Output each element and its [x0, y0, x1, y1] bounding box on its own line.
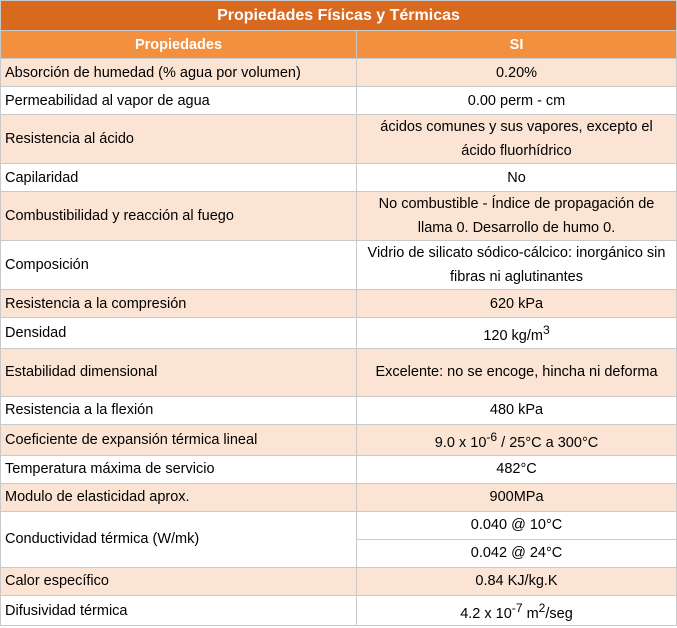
table-row — [1, 59, 677, 87]
table-row — [1, 164, 677, 192]
table-row — [1, 115, 677, 164]
property-name: Resistencia a la flexión — [1, 396, 357, 424]
property-value: 0.042 @ 24°C — [357, 539, 677, 567]
table-row — [1, 511, 677, 539]
table-row — [1, 396, 677, 424]
value-rest: / 25°C a 300°C — [497, 434, 599, 451]
property-value — [357, 318, 677, 349]
property-value: 0.84 KJ/kg.K — [357, 567, 677, 595]
value-superscript: 2 — [538, 600, 546, 615]
property-name: Calor específico — [1, 567, 357, 595]
header-si: SI — [357, 31, 677, 59]
property-value: No combustible - Índice de propagación de llama 0. Desarrollo de humo 0. — [357, 192, 677, 241]
table-row — [1, 424, 677, 455]
property-name: Modulo de elasticidad aprox. — [1, 483, 357, 511]
property-name: Estabilidad dimensional — [1, 348, 357, 396]
value-superscript: 3 — [542, 323, 550, 337]
property-name: Absorción de humedad (% agua por volumen) — [1, 59, 357, 87]
property-value — [357, 595, 677, 626]
table-row — [1, 483, 677, 511]
property-name: Resistencia a la compresión — [1, 290, 357, 318]
table-row — [1, 318, 677, 349]
value-base: 4.2 x 10 — [460, 605, 512, 622]
property-value — [357, 424, 677, 455]
table-row — [1, 87, 677, 115]
property-value: No — [357, 164, 677, 192]
value-superscript: -6 — [486, 429, 498, 444]
value-base: 9.0 x 10 — [434, 434, 487, 451]
property-name: Conductividad térmica (W/mk) — [1, 511, 357, 567]
property-value: Excelente: no se encoge, hincha ni deforma — [357, 348, 677, 396]
value-base: 120 kg/m — [483, 327, 543, 344]
property-value: 0.00 perm - cm — [357, 87, 677, 115]
property-name: Capilaridad — [1, 164, 357, 192]
property-name: Composición — [1, 241, 357, 290]
table-row — [1, 192, 677, 241]
value-rest: /seg — [545, 605, 573, 622]
value-superscript: -7 — [511, 600, 523, 615]
table-row — [1, 595, 677, 626]
property-name: Temperatura máxima de servicio — [1, 455, 357, 483]
property-name: Densidad — [1, 318, 357, 349]
property-value: 900MPa — [357, 483, 677, 511]
table-row — [1, 348, 677, 396]
property-name: Coeficiente de expansión térmica lineal — [1, 424, 357, 455]
property-name: Difusividad térmica — [1, 595, 357, 626]
property-value: 620 kPa — [357, 290, 677, 318]
property-value: ácidos comunes y sus vapores, excepto el ácido fluorhídrico — [357, 115, 677, 164]
property-value: 482°C — [357, 455, 677, 483]
table-row — [1, 455, 677, 483]
property-value: Vidrio de silicato sódico-cálcico: inorgánico sin fibras ni aglutinantes — [357, 241, 677, 290]
table-row — [1, 241, 677, 290]
table-row — [1, 290, 677, 318]
header-propiedades: Propiedades — [1, 31, 357, 59]
table-title: Propiedades Físicas y Térmicas — [1, 1, 677, 31]
value-mid: m — [522, 605, 539, 622]
property-name: Permeabilidad al vapor de agua — [1, 87, 357, 115]
property-value: 0.040 @ 10°C — [357, 511, 677, 539]
property-name: Resistencia al ácido — [1, 115, 357, 164]
property-value: 480 kPa — [357, 396, 677, 424]
property-value: 0.20% — [357, 59, 677, 87]
header-row — [1, 31, 677, 59]
table-row — [1, 567, 677, 595]
property-name: Combustibilidad y reacción al fuego — [1, 192, 357, 241]
title-row — [1, 1, 677, 31]
